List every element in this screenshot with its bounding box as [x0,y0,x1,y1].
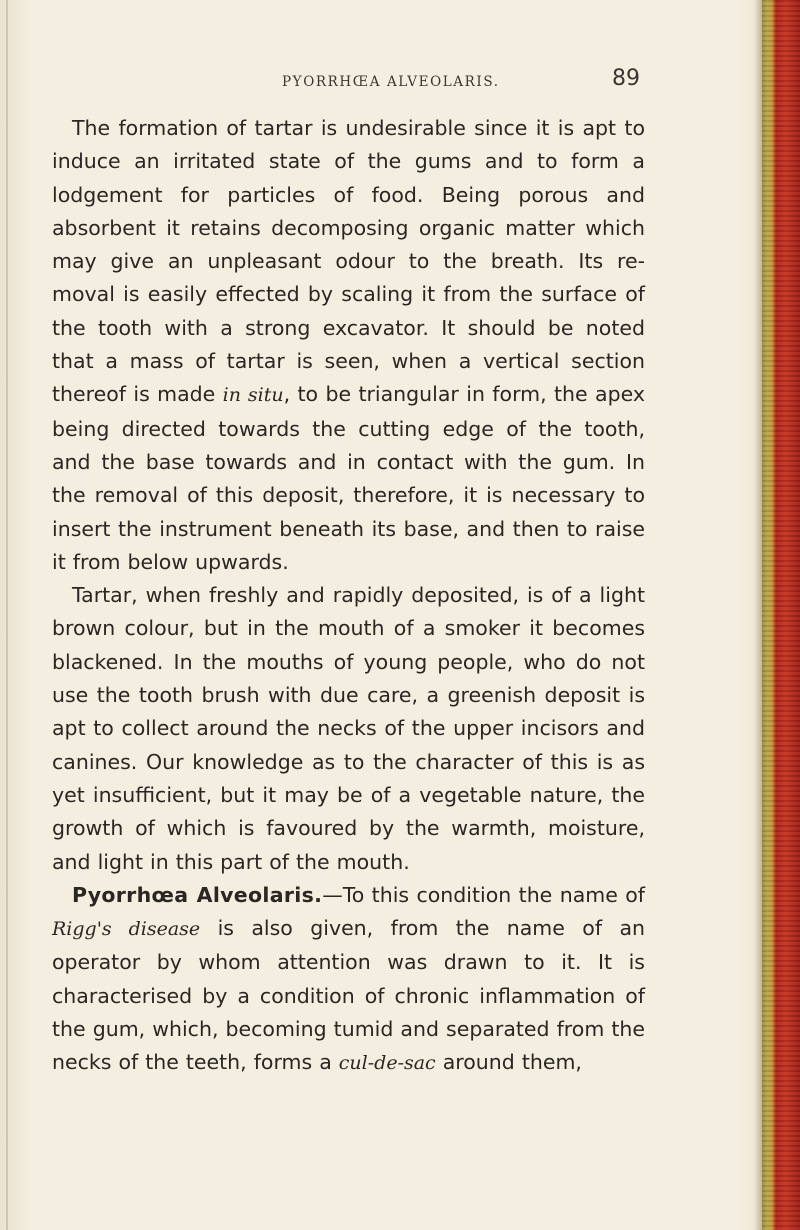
paragraph-tartar-formation [52,112,645,579]
gutter-line [6,0,8,1230]
italic-term: cul-de-sac [338,1052,436,1075]
paragraph-tartar-colour: Tartar, when freshly and rapidly deposited, is of a light brown colour, but in the mouth of a smoker it becomes blackened. In the mouths of young people, who do not use the tooth brush with due care, a greenish deposit is apt to collect around the necks of the upper incisors and canines. Our knowledge as to the character of this is as yet insufficient, but it may be of a vegetable nature, the growth of which is favoured by the warmth, moisture, and light in this part of the mouth. [52,583,645,874]
text-run: The formation of tartar is undesirable since it is apt to induce an irritated state of the gums and to form a lodgement for particles of food. Being porous and absorbent it retains decomposing organic matter which may give an unpleasant odour to the breath. Its re-moval is easily effected by scaling it from the surface of the tooth with a strong excavator. It should be noted that a mass of tartar is seen, when a vertical section thereof is made [52,116,645,407]
page-edge-shadow [754,0,762,1230]
marbled-page-edge [762,0,800,1230]
text-run: —To this condition the name of [322,882,645,907]
page-number: 89 [612,66,640,91]
body-text [52,112,645,1081]
italic-term: in situ [222,384,284,407]
italic-term: Rigg's disease [52,918,201,941]
running-head: PYORRHŒA ALVEOLARIS. [282,74,500,90]
text-run: around them, [435,1050,582,1075]
paragraph-pyorrhoea [52,879,645,1081]
text-run: is also given, from the name of an operator by whom attention was drawn to it. It is characterised by a condition of chronic inflammation of the gum, which, becoming tumid and separated from the necks of the teeth, forms a [52,916,646,1075]
text-run: , to be triangular in form, the apex being directed towards the cutting edge of the tooth, and the base towards and in contact with the gum. In the removal of this deposit, therefore, it is necessary to insert the instrument beneath its base, and then to raise it from below upwards. [52,382,645,574]
section-heading: Pyorrhœa Alveolaris. [72,882,323,907]
